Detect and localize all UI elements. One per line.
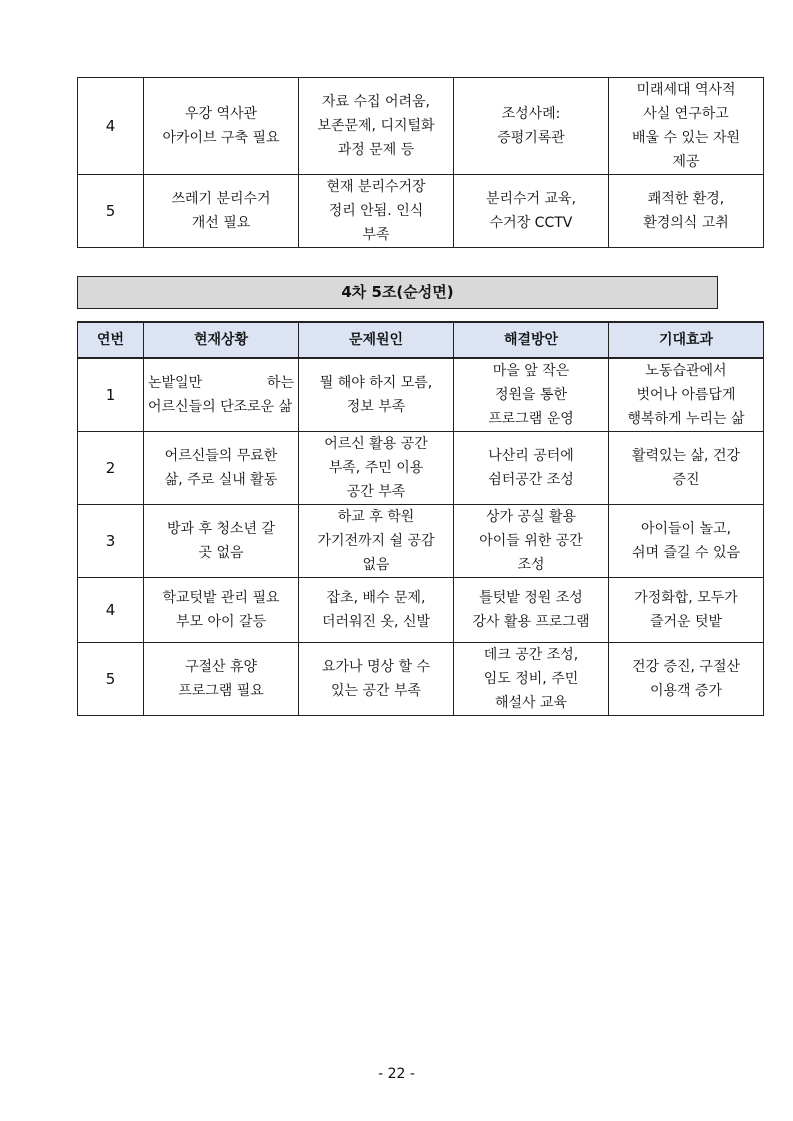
problem-cause-cell: 어르신 활용 공간 부족, 주민 이용 공간 부족 bbox=[299, 432, 454, 505]
header-number: 연번 bbox=[78, 322, 144, 358]
current-situation-cell: 학교텃밭 관리 필요 부모 아이 갈등 bbox=[144, 578, 299, 643]
expected-effect-cell: 건강 증진, 구절산 이용객 증가 bbox=[609, 643, 764, 716]
problem-cause-cell: 뭘 해야 하지 모름, 정보 부족 bbox=[299, 358, 454, 432]
expected-effect-cell: 가정화합, 모두가 즐거운 텃밭 bbox=[609, 578, 764, 643]
header-expected-effect: 기대효과 bbox=[609, 322, 764, 358]
current-situation-cell: 쓰레기 분리수거 개선 필요 bbox=[144, 175, 299, 248]
header-problem-cause: 문제원인 bbox=[299, 322, 454, 358]
row-number: 2 bbox=[78, 432, 144, 505]
solution-cell: 데크 공간 조성, 임도 정비, 주민 해설사 교육 bbox=[454, 643, 609, 716]
solution-cell: 상가 공실 활용 아이들 위한 공간 조성 bbox=[454, 505, 609, 578]
row-number: 5 bbox=[78, 175, 144, 248]
current-situation-cell: 어르신들의 무료한 삶, 주로 실내 활동 bbox=[144, 432, 299, 505]
current-situation-cell: 우강 역사관 아카이브 구축 필요 bbox=[144, 78, 299, 175]
expected-effect-cell: 아이들이 놀고, 쉬며 즐길 수 있음 bbox=[609, 505, 764, 578]
problem-cause-cell: 잡초, 배수 문제, 더러워진 옷, 신발 bbox=[299, 578, 454, 643]
previous-group-table bbox=[77, 77, 764, 248]
group-plan-table bbox=[77, 321, 764, 716]
problem-cause-cell: 하교 후 학원 가기전까지 쉴 공감 없음 bbox=[299, 505, 454, 578]
row-number: 4 bbox=[78, 78, 144, 175]
expected-effect-cell: 활력있는 삶, 건강 증진 bbox=[609, 432, 764, 505]
expected-effect-cell: 노동습관에서 벗어나 아름답게 행복하게 누리는 삶 bbox=[609, 358, 764, 432]
solution-cell: 틀텃밭 정원 조성 강사 활용 프로그램 bbox=[454, 578, 609, 643]
expected-effect-cell: 미래세대 역사적 사실 연구하고 배울 수 있는 자원 제공 bbox=[609, 78, 764, 175]
table-row bbox=[78, 358, 764, 432]
row-number: 5 bbox=[78, 643, 144, 716]
problem-cause-cell: 자료 수집 어려움, 보존문제, 디지털화 과정 문제 등 bbox=[299, 78, 454, 175]
row-number: 3 bbox=[78, 505, 144, 578]
page-number: - 22 - bbox=[378, 1066, 415, 1082]
table-header-row bbox=[78, 322, 764, 358]
current-situation-cell: 논밭일만 하는 어르신들의 단조로운 삶 bbox=[144, 358, 299, 432]
row-number: 4 bbox=[78, 578, 144, 643]
expected-effect-cell: 쾌적한 환경, 환경의식 고취 bbox=[609, 175, 764, 248]
solution-cell: 마을 앞 작은 정원을 통한 프로그램 운영 bbox=[454, 358, 609, 432]
current-situation-cell: 방과 후 청소년 갈 곳 없음 bbox=[144, 505, 299, 578]
table-row bbox=[78, 643, 764, 716]
table-row bbox=[78, 78, 764, 175]
header-current-situation: 현재상황 bbox=[144, 322, 299, 358]
table-row bbox=[78, 175, 764, 248]
solution-cell: 나산리 공터에 쉼터공간 조성 bbox=[454, 432, 609, 505]
current-situation-cell: 구절산 휴양 프로그램 필요 bbox=[144, 643, 299, 716]
table-row bbox=[78, 505, 764, 578]
section-title: 4차 5조(순성면) bbox=[77, 276, 718, 309]
solution-cell: 분리수거 교육, 수거장 CCTV bbox=[454, 175, 609, 248]
problem-cause-cell: 요가나 명상 할 수 있는 공간 부족 bbox=[299, 643, 454, 716]
solution-cell: 조성사례: 증평기록관 bbox=[454, 78, 609, 175]
problem-cause-cell: 현재 분리수거장 정리 안됨. 인식 부족 bbox=[299, 175, 454, 248]
header-solution: 해결방안 bbox=[454, 322, 609, 358]
row-number: 1 bbox=[78, 358, 144, 432]
table-row bbox=[78, 432, 764, 505]
table-row bbox=[78, 578, 764, 643]
